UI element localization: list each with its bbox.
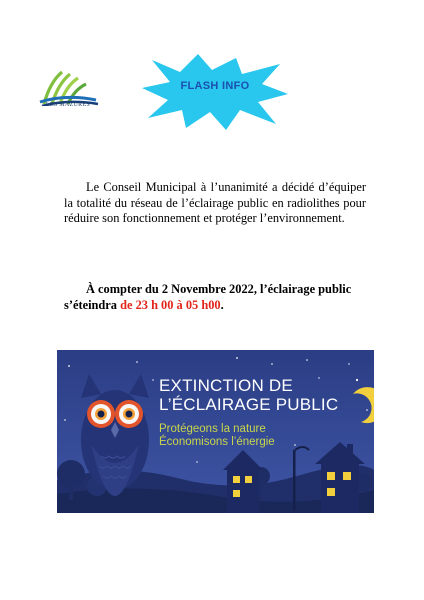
- banner-title-line-1: EXTINCTION DE: [159, 376, 293, 395]
- flash-info-badge: [140, 52, 290, 132]
- commune-logo: [36, 66, 100, 120]
- banner-subtitle: [159, 423, 275, 449]
- banner-subtitle-line-1: Protégeons la nature: [159, 423, 266, 435]
- notice-hours: de 23 h 00 à 05 h00: [120, 297, 221, 312]
- notice-period: .: [220, 297, 224, 312]
- banner-title: [159, 376, 338, 414]
- banner-title-line-2: L’ÉCLAIRAGE PUBLIC: [159, 395, 339, 414]
- schedule-notice: [64, 282, 368, 313]
- banner-subtitle-line-2: Économisons l’énergie: [159, 436, 275, 448]
- logo-text: LES MAZURES: [45, 102, 91, 108]
- council-decision-paragraph: Le Conseil Municipal à l’unanimité a décidé d’équiper la totalité du réseau de l’éclairage public en radiolithes pour réduire son fonctionnement et protéger l’environnement.: [64, 180, 366, 226]
- logo-graphic: [36, 66, 100, 106]
- notice-text: À compter du 2 Novembre 2022, l’éclairage public s’éteindra: [64, 282, 352, 312]
- starburst-shape: [140, 52, 290, 132]
- flash-info-label: FLASH INFO: [180, 80, 250, 92]
- extinction-banner: [57, 350, 374, 513]
